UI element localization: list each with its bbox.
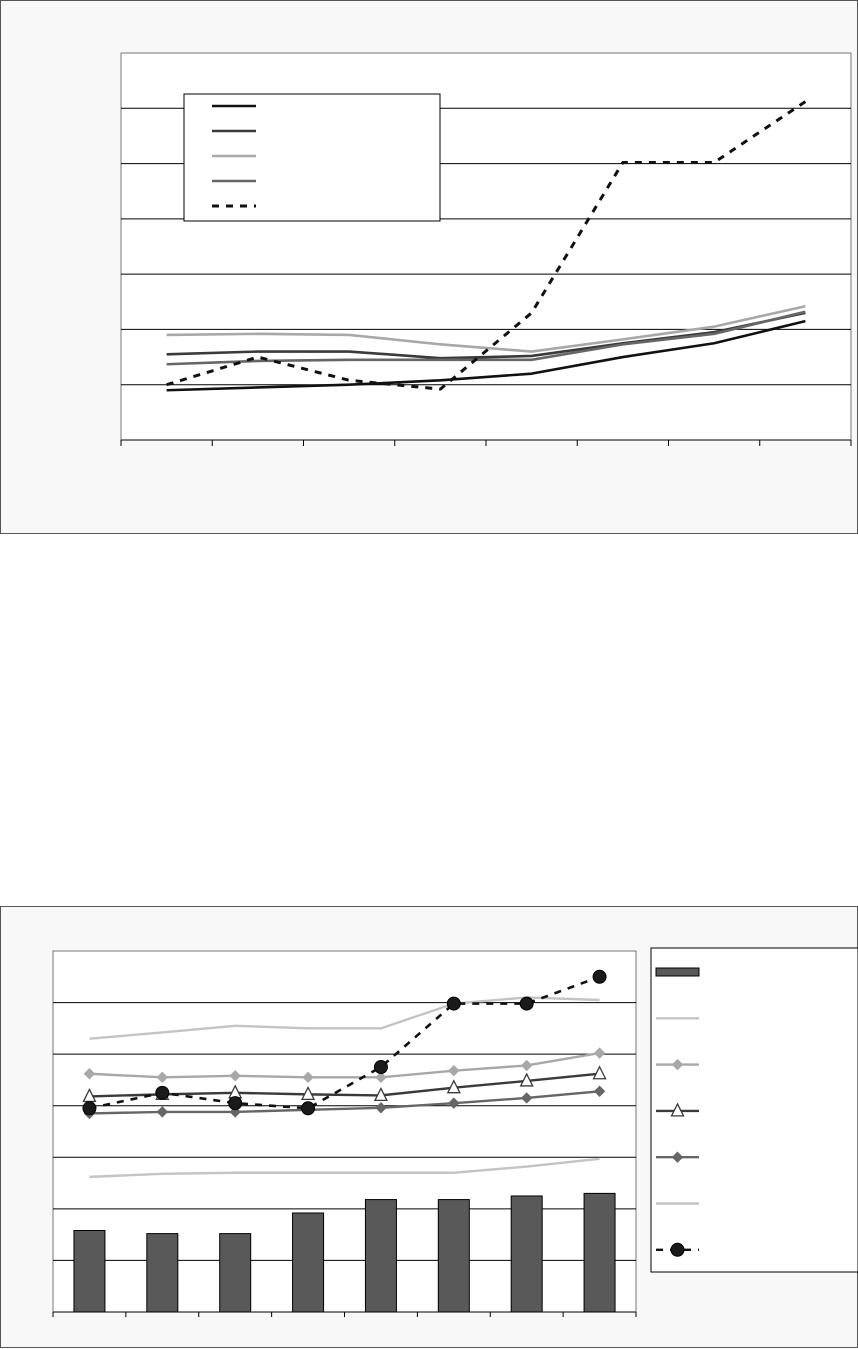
bar-1 — [74, 1231, 105, 1312]
series-6-point-1 — [83, 1102, 96, 1115]
bar-8 — [584, 1193, 615, 1312]
bar-4 — [293, 1213, 324, 1312]
top-chart — [0, 0, 858, 534]
series-6-point-8 — [593, 970, 606, 983]
series-6-point-7 — [520, 997, 533, 1010]
bar-3 — [220, 1234, 251, 1312]
bar-5 — [365, 1200, 396, 1312]
bar-6 — [438, 1200, 469, 1312]
bottom-chart — [0, 906, 858, 1348]
plot-area — [53, 951, 636, 1312]
series-6-point-6 — [447, 997, 460, 1010]
top-line-chart — [1, 1, 858, 535]
series-6-point-4 — [302, 1102, 315, 1115]
bar-2 — [147, 1234, 178, 1312]
bar-7 — [511, 1196, 542, 1312]
series-6-point-2 — [156, 1086, 169, 1099]
legend-swatch-bars — [656, 968, 699, 976]
series-6-point-3 — [229, 1097, 242, 1110]
series-6-point-5 — [374, 1061, 387, 1074]
legend-box — [184, 94, 440, 221]
legend-marker-6 — [671, 1243, 684, 1256]
bottom-bar-line-chart — [1, 907, 858, 1349]
